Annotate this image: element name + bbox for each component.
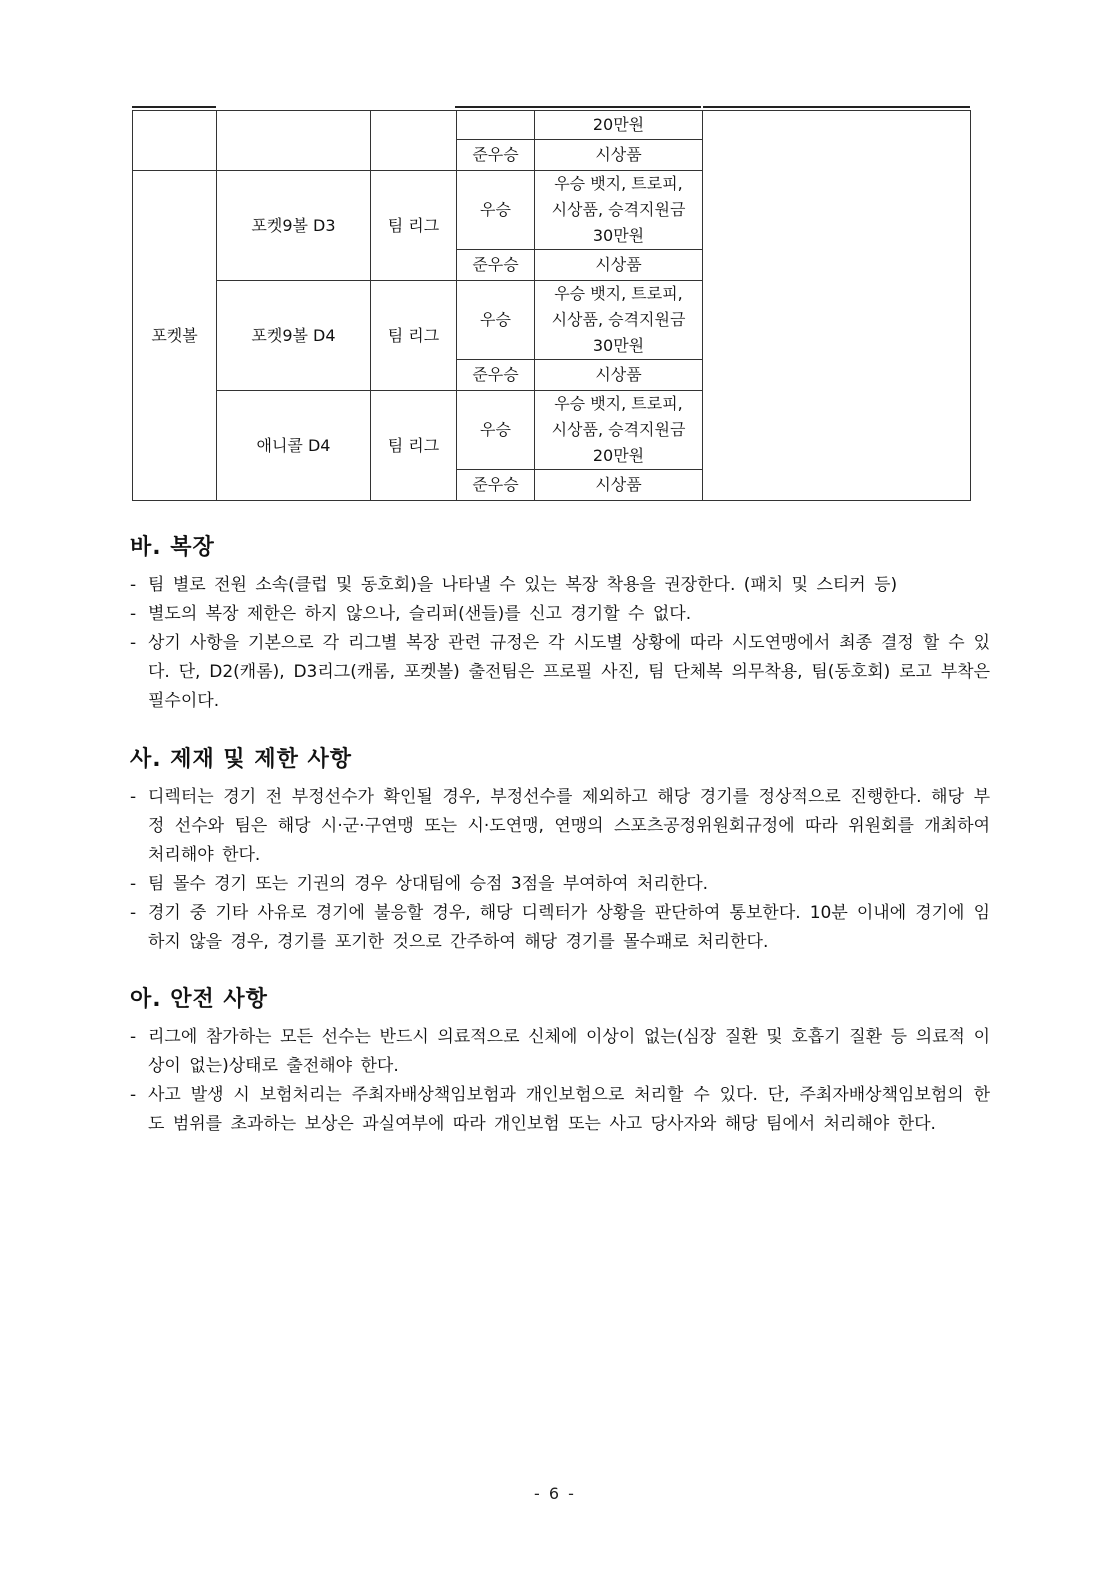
list-item — [130, 571, 990, 600]
list-item — [130, 1081, 990, 1139]
section-heading: 바. 복장 — [130, 535, 215, 560]
list-item-text: 팀 몰수 경기 또는 기권의 경우 상대팀에 승점 3점을 부여하여 처리한다. — [148, 874, 709, 894]
bullet-dash: - — [130, 575, 137, 595]
prize-cell — [535, 171, 703, 250]
prize-line: 우승 뱃지, 트로피, — [554, 174, 683, 193]
list-item-text: 경기 중 기타 사유로 경기에 불응할 경우, 해당 디렉터가 상황을 판단하여 통보한다. 10분 이내에 경기에 임하지 않을 경우, 경기를 포기한 것으로 간주하여 해당 경기를 몰수패로 처리한다. — [148, 903, 990, 952]
list-item — [130, 1023, 990, 1081]
bullet-dash: - — [130, 874, 137, 894]
bullet-dash: - — [130, 633, 137, 653]
type-cell: 팀 리그 — [371, 171, 457, 281]
list-item-text: 상기 사항을 기본으로 각 리그별 복장 관련 규정은 각 시도별 상황에 따라 시도연맹에서 최종 결정 할 수 있다. 단, D2(캐롬), D3리그(캐롬, 포켓볼) 출전팀은 프로필 사진, 팀 단체복 의무착용, 팀(동호회) 로고 부착은 필수이다. — [148, 633, 990, 711]
type-cell: 팀 리그 — [371, 391, 457, 501]
rank-cell — [457, 111, 535, 140]
rank-cell: 준우승 — [457, 250, 535, 281]
rank-cell: 우승 — [457, 281, 535, 360]
prize-cell: 시상품 — [535, 360, 703, 391]
type-cell: 팀 리그 — [371, 281, 457, 391]
list-item — [130, 629, 990, 716]
rank-cell: 우승 — [457, 391, 535, 470]
prize-line: 시상품, 승격지원금 — [551, 310, 686, 329]
division-cell: 포켓9볼 D3 — [217, 171, 371, 281]
section-heading: 사. 제재 및 제한 사항 — [130, 747, 353, 772]
prize-line: 우승 뱃지, 트로피, — [554, 284, 683, 303]
section-safety — [130, 982, 990, 1139]
list-item — [130, 899, 990, 957]
rank-cell: 우승 — [457, 171, 535, 250]
prize-line: 20만원 — [592, 446, 645, 465]
list-item — [130, 783, 990, 870]
prize-line: 30만원 — [592, 226, 645, 245]
prize-cell: 시상품 — [535, 250, 703, 281]
prize-line: 우승 뱃지, 트로피, — [554, 394, 683, 413]
bullet-dash: - — [130, 604, 137, 624]
list-item — [130, 600, 990, 629]
bullet-dash: - — [130, 1085, 137, 1105]
rank-cell: 준우승 — [457, 360, 535, 391]
list-item-text: 디렉터는 경기 전 부정선수가 확인될 경우, 부정선수를 제외하고 해당 경기를 정상적으로 진행한다. 해당 부정 선수와 팀은 해당 시·군·구연맹 또는 시·도연맹, 연맹의 스포츠공정위원회규정에 따라 위원회를 개최하여 처리해야 한다. — [148, 787, 990, 865]
type-cell — [371, 111, 457, 171]
bullet-dash: - — [130, 903, 137, 923]
rank-cell: 준우승 — [457, 140, 535, 171]
division-cell: 포켓9볼 D4 — [217, 281, 371, 391]
rank-cell: 준우승 — [457, 470, 535, 501]
prize-cell — [535, 281, 703, 360]
prize-cell: 시상품 — [535, 140, 703, 171]
section-attire — [130, 530, 990, 716]
list-item — [130, 870, 990, 899]
list-item-text: 리그에 참가하는 모든 선수는 반드시 의료적으로 신체에 이상이 없는(심장 질환 및 호흡기 질환 등 의료적 이상이 없는)상태로 출전해야 한다. — [148, 1027, 990, 1076]
section-sanctions — [130, 742, 990, 957]
list-item-text: 팀 별로 전원 소속(클럽 및 동호회)을 나타낼 수 있는 복장 착용을 권장한다. (패치 및 스티커 등) — [148, 575, 898, 595]
remarks-cell — [703, 111, 971, 501]
prize-line: 시상품, 승격지원금 — [551, 200, 686, 219]
prize-cell: 시상품 — [535, 470, 703, 501]
table-top-rule-right — [703, 106, 970, 108]
prize-cell — [535, 391, 703, 470]
division-cell — [217, 111, 371, 171]
bullet-dash: - — [130, 787, 137, 807]
prize-line: 30만원 — [592, 336, 645, 355]
page-number: - 6 - — [534, 1484, 576, 1503]
list-item-text: 사고 발생 시 보험처리는 주최자배상책임보험과 개인보험으로 처리할 수 있다. 단, 주최자배상책임보험의 한도 범위를 초과하는 보상은 과실여부에 따라 개인보험 또는 사고 당사자와 해당 팀에서 처리해야 한다. — [148, 1085, 990, 1134]
table-top-rule-middle — [455, 106, 701, 108]
prize-line: 시상품, 승격지원금 — [551, 420, 686, 439]
prize-cell: 20만원 — [535, 111, 703, 140]
division-cell: 애니콜 D4 — [217, 391, 371, 501]
section-heading: 아. 안전 사항 — [130, 987, 268, 1012]
category-cell: 포켓볼 — [133, 171, 217, 501]
table-top-rule-left — [132, 106, 216, 108]
table-row — [133, 111, 971, 140]
awards-table — [132, 110, 971, 501]
bullet-dash: - — [130, 1027, 137, 1047]
list-item-text: 별도의 복장 제한은 하지 않으나, 슬리퍼(샌들)를 신고 경기할 수 없다. — [148, 604, 692, 624]
category-cell — [133, 111, 217, 171]
